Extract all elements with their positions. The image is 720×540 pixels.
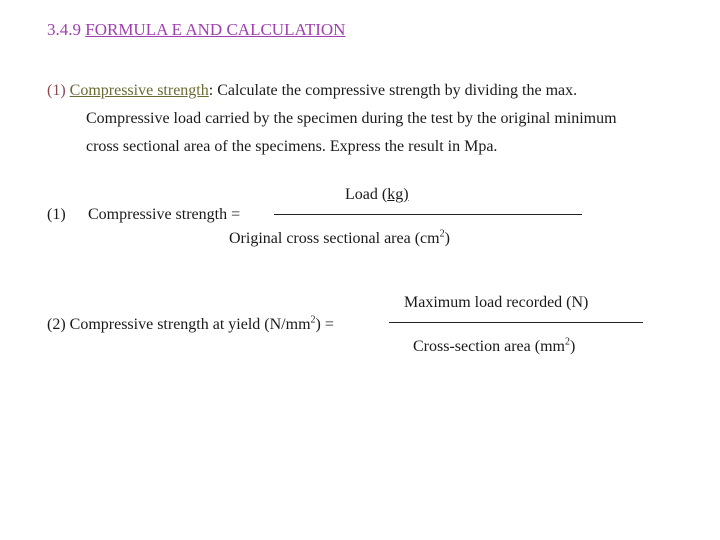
formula1-denominator-sup: 2: [439, 228, 445, 240]
intro-term: Compressive strength: [69, 82, 209, 99]
formula2-denominator: [413, 338, 575, 356]
formula2-denominator-suffix: ): [569, 338, 576, 355]
section-number: 3.4.9: [47, 20, 81, 39]
formula1-label: Compressive strength =: [88, 206, 241, 223]
formula1-denominator-prefix: Original cross sectional area (cm: [229, 230, 440, 247]
formula2-denominator-sup: 2: [564, 336, 570, 348]
intro-line-2: Compressive load carried by the specimen during the test by the original minimum: [86, 110, 617, 127]
formula1-denominator-suffix: ): [444, 230, 450, 247]
formula1-numerator-prefix: Load (: [345, 186, 388, 203]
formula2-label: [47, 316, 334, 334]
formula2-denominator-prefix: Cross-section area (mm: [413, 338, 565, 355]
formula1-fraction-bar: [274, 214, 582, 215]
formula2-label-sup: 2: [310, 314, 316, 326]
formula2-numerator: Maximum load recorded (N): [404, 294, 589, 311]
intro-line-1: [47, 77, 577, 105]
formula1-number: (1): [47, 206, 66, 223]
section-heading: [47, 20, 345, 40]
formula2-fraction-bar: [389, 322, 643, 323]
formula2-label-prefix: (2) Compressive strength at yield (N/mm: [47, 316, 311, 333]
formula1-denominator: [229, 230, 450, 248]
intro-line-1-text: : Calculate the compressive strength by dividing the max.: [208, 82, 578, 99]
intro-marker: (1): [47, 82, 66, 99]
section-title: FORMULA E AND CALCULATION: [85, 20, 346, 39]
formula1-numerator-unit: kg): [387, 186, 409, 203]
formula1-numerator: [345, 186, 409, 204]
intro-line-3: cross sectional area of the specimens. Express the result in Mpa.: [86, 138, 498, 155]
formula2-label-suffix: ) =: [315, 316, 334, 333]
